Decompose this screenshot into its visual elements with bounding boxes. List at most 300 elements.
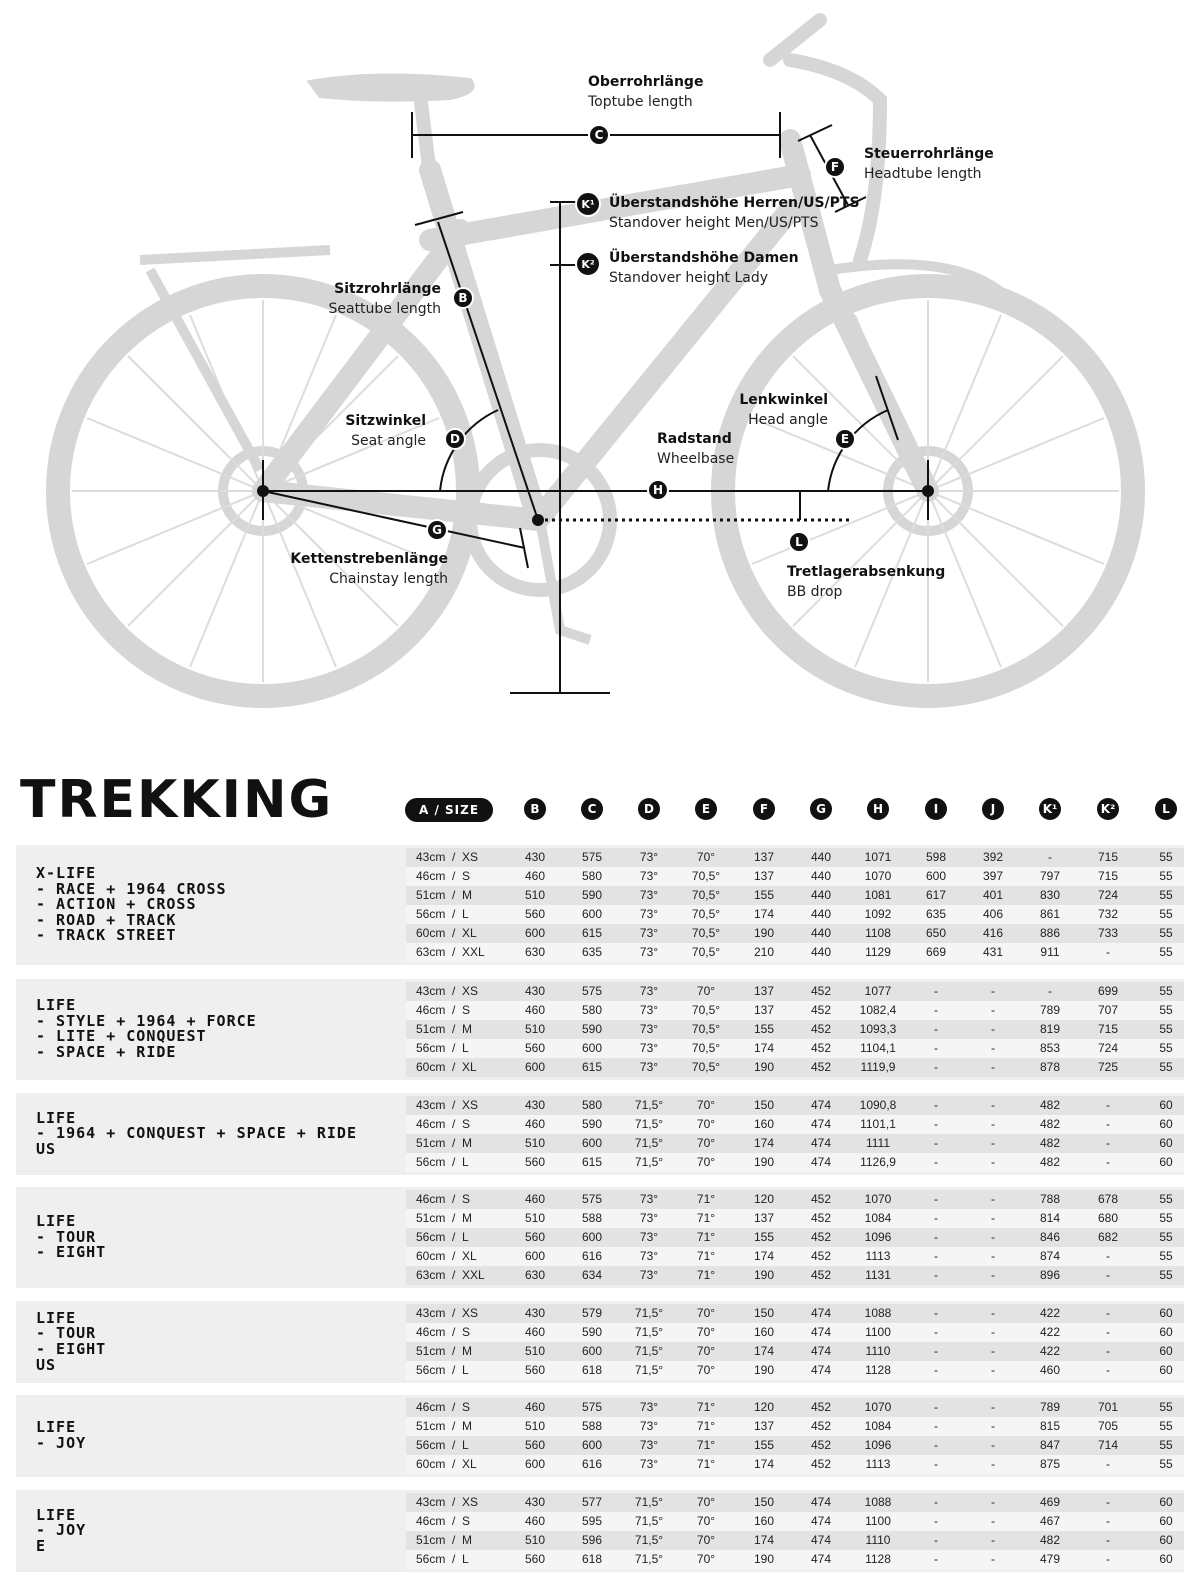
value-cell: - (991, 1438, 995, 1452)
badge-b: B (452, 287, 474, 309)
value-cell: 71° (696, 1419, 716, 1433)
label-standover-lady: Überstandshöhe Damen Standover height Lady (609, 250, 799, 286)
value-cell: 617 (925, 888, 947, 902)
value-cell: 155 (753, 1022, 775, 1036)
value-cell: 560 (524, 1363, 546, 1377)
value-cell: 160 (753, 1117, 775, 1131)
value-cell: 797 (1039, 869, 1061, 883)
value-cell: 789 (1039, 1400, 1061, 1414)
value-cell: 615 (581, 1060, 603, 1074)
size-cell: 46cm / S (416, 1400, 471, 1414)
value-cell: 155 (753, 1438, 775, 1452)
model-name-line: - JOY (36, 1433, 87, 1452)
value-cell: 155 (753, 888, 775, 902)
value-cell: 1070 (864, 1192, 892, 1206)
value-cell: 73° (639, 1268, 659, 1282)
value-cell: 830 (1039, 888, 1061, 902)
page-title: TREKKING (20, 770, 334, 830)
value-cell: 815 (1039, 1419, 1061, 1433)
value-cell: 580 (581, 1003, 603, 1017)
value-cell: 846 (1039, 1230, 1061, 1244)
value-cell: 1100 (865, 1514, 891, 1528)
value-cell: - (991, 1514, 995, 1528)
value-cell: 460 (524, 1514, 546, 1528)
table-row (406, 1209, 1184, 1228)
value-cell: 55 (1159, 945, 1173, 959)
value-cell: 70,5° (691, 869, 721, 883)
value-cell: 452 (810, 1022, 832, 1036)
value-cell: 71,5° (634, 1325, 664, 1339)
value-cell: 210 (753, 945, 775, 959)
value-cell: 120 (753, 1400, 775, 1414)
value-cell: 137 (753, 1211, 775, 1225)
model-name-line: - 1964 + CONQUEST + SPACE + RIDE (36, 1124, 357, 1143)
value-cell: - (991, 1363, 995, 1377)
value-cell: 1108 (865, 926, 891, 940)
value-cell: 452 (810, 1457, 832, 1471)
value-cell: 452 (810, 1211, 832, 1225)
value-cell: - (934, 1533, 938, 1547)
value-cell: 55 (1159, 869, 1173, 883)
value-cell: 430 (524, 1495, 546, 1509)
value-cell: 1104,1 (860, 1041, 896, 1055)
value-cell: 474 (810, 1363, 832, 1377)
value-cell: - (991, 1117, 995, 1131)
table-row (406, 1417, 1184, 1436)
value-cell: 452 (810, 1060, 832, 1074)
value-cell: 1128 (865, 1363, 891, 1377)
value-cell: 590 (581, 888, 603, 902)
value-cell: 431 (982, 945, 1004, 959)
value-cell: - (934, 1344, 938, 1358)
value-cell: 71,5° (634, 1495, 664, 1509)
value-cell: 73° (639, 1060, 659, 1074)
badge-k1: K¹ (575, 191, 601, 217)
value-cell: 560 (524, 1041, 546, 1055)
value-cell: 422 (1039, 1344, 1061, 1358)
value-cell: 190 (753, 1363, 775, 1377)
model-name-line: - STYLE + 1964 + FORCE (36, 1011, 257, 1030)
value-cell: 137 (753, 1419, 775, 1433)
label-seat-angle: Sitzwinkel Seat angle (345, 413, 426, 449)
value-cell: 397 (982, 869, 1004, 883)
size-cell: 46cm / S (416, 1117, 471, 1131)
value-cell: 510 (524, 1136, 546, 1150)
value-cell: 70,5° (691, 945, 721, 959)
value-cell: 452 (810, 1230, 832, 1244)
value-cell: - (934, 1514, 938, 1528)
value-cell: 190 (753, 926, 775, 940)
size-cell: 56cm / L (416, 1041, 469, 1055)
value-cell: 71,5° (634, 1363, 664, 1377)
column-header-5: G (810, 798, 832, 820)
value-cell: 460 (524, 1325, 546, 1339)
value-cell: 560 (524, 907, 546, 921)
value-cell: 650 (925, 926, 947, 940)
value-cell: 120 (753, 1192, 775, 1206)
value-cell: - (991, 1060, 995, 1074)
model-group (16, 1187, 1184, 1288)
value-cell: - (934, 1249, 938, 1263)
value-cell: 55 (1159, 1060, 1173, 1074)
value-cell: 137 (753, 984, 775, 998)
size-cell: 51cm / M (416, 1344, 473, 1358)
value-cell: 878 (1039, 1060, 1061, 1074)
value-cell: 60 (1159, 1155, 1173, 1169)
table-row (406, 1550, 1184, 1569)
value-cell: 70° (696, 1495, 716, 1509)
value-cell: - (1106, 1155, 1110, 1169)
model-group-name (36, 1505, 87, 1555)
model-group-name (36, 998, 257, 1060)
column-header-11: L (1155, 798, 1177, 820)
table-row (406, 867, 1184, 886)
value-cell: - (991, 1457, 995, 1471)
value-cell: 190 (753, 1060, 775, 1074)
model-name-line: - RACE + 1964 CROSS (36, 879, 227, 898)
value-cell: 1090,8 (859, 1098, 897, 1112)
value-cell: 715 (1097, 850, 1119, 864)
value-cell: 55 (1159, 926, 1173, 940)
value-cell: 1111 (865, 1136, 891, 1150)
value-cell: 460 (524, 1003, 546, 1017)
value-cell: 71,5° (634, 1552, 664, 1566)
value-cell: - (1106, 1136, 1110, 1150)
value-cell: 71,5° (634, 1155, 664, 1169)
model-group-name (36, 1214, 106, 1261)
value-cell: - (1106, 1306, 1110, 1320)
table-row (406, 1398, 1184, 1417)
value-cell: - (1106, 1552, 1110, 1566)
value-cell: 392 (982, 850, 1004, 864)
value-cell: 440 (810, 888, 832, 902)
value-cell: 560 (524, 1438, 546, 1452)
model-name-line: LIFE (36, 1212, 77, 1231)
value-cell: - (1106, 1325, 1110, 1339)
size-cell: 56cm / L (416, 1230, 469, 1244)
value-cell: 596 (581, 1533, 603, 1547)
size-cell: 56cm / L (416, 1438, 469, 1452)
value-cell: 70° (696, 1363, 716, 1377)
size-column-header: A / SIZE (405, 798, 493, 822)
column-header-2: D (638, 798, 660, 820)
value-cell: 1070 (864, 869, 892, 883)
value-cell: 70° (696, 1533, 716, 1547)
size-cell: 51cm / M (416, 1136, 473, 1150)
size-cell: 56cm / L (416, 907, 469, 921)
value-cell: 714 (1097, 1438, 1119, 1452)
value-cell: 874 (1039, 1249, 1061, 1263)
model-group-name (36, 1308, 107, 1374)
value-cell: - (1106, 1098, 1110, 1112)
value-cell: 911 (1040, 945, 1060, 959)
model-name-line: LIFE (36, 1108, 77, 1127)
value-cell: 1110 (865, 1533, 891, 1547)
value-cell: 615 (581, 926, 603, 940)
size-cell: 43cm / XS (416, 984, 479, 998)
value-cell: - (991, 1552, 995, 1566)
value-cell: 460 (524, 869, 546, 883)
model-group-name (36, 866, 227, 944)
value-cell: 715 (1097, 1022, 1119, 1036)
column-header-9: K¹ (1039, 798, 1061, 820)
value-cell: 422 (1039, 1325, 1061, 1339)
value-cell: 71,5° (634, 1098, 664, 1112)
value-cell: 847 (1039, 1438, 1061, 1452)
value-cell: 482 (1039, 1098, 1061, 1112)
value-cell: 55 (1159, 1230, 1173, 1244)
value-cell: - (934, 1022, 938, 1036)
model-name-line: - ROAD + TRACK (36, 910, 177, 929)
size-cell: 56cm / L (416, 1552, 469, 1566)
value-cell: 575 (581, 1192, 603, 1206)
value-cell: 600 (581, 1136, 603, 1150)
value-cell: 55 (1159, 1419, 1173, 1433)
label-wheelbase: Radstand Wheelbase (657, 431, 735, 467)
table-row (406, 943, 1184, 962)
value-cell: 190 (753, 1552, 775, 1566)
value-cell: 577 (581, 1495, 603, 1509)
value-cell: 474 (810, 1514, 832, 1528)
value-cell: - (934, 1457, 938, 1471)
size-cell: 43cm / XS (416, 1306, 479, 1320)
value-cell: - (991, 1022, 995, 1036)
size-cell: 60cm / XL (416, 1457, 477, 1471)
table-row (406, 1001, 1184, 1020)
value-cell: 732 (1097, 907, 1119, 921)
value-cell: 600 (581, 1041, 603, 1055)
value-cell: - (934, 1098, 938, 1112)
model-name-line: - ACTION + CROSS (36, 895, 197, 914)
value-cell: 474 (810, 1155, 832, 1169)
model-name-line: US (36, 1355, 57, 1374)
value-cell: 452 (810, 1268, 832, 1282)
value-cell: 60 (1159, 1306, 1173, 1320)
value-cell: - (991, 1098, 995, 1112)
value-cell: 70,5° (691, 907, 721, 921)
value-cell: - (934, 1400, 938, 1414)
value-cell: 482 (1039, 1117, 1061, 1131)
value-cell: 600 (524, 1249, 546, 1263)
value-cell: 55 (1159, 1192, 1173, 1206)
model-name-line: LIFE (36, 1505, 77, 1524)
value-cell: - (991, 984, 995, 998)
value-cell: 430 (524, 850, 546, 864)
value-cell: 70° (696, 1306, 716, 1320)
value-cell: 73° (639, 888, 659, 902)
value-cell: 430 (524, 984, 546, 998)
column-header-3: E (695, 798, 717, 820)
value-cell: 440 (810, 945, 832, 959)
value-cell: 788 (1039, 1192, 1061, 1206)
value-cell: 725 (1097, 1060, 1119, 1074)
value-cell: 55 (1159, 907, 1173, 921)
value-cell: 600 (925, 869, 947, 883)
value-cell: - (934, 1155, 938, 1169)
value-cell: 70,5° (691, 1041, 721, 1055)
value-cell: 1093,3 (859, 1022, 897, 1036)
table-header (0, 798, 1200, 824)
value-cell: 630 (524, 1268, 546, 1282)
column-header-0: B (524, 798, 546, 820)
column-header-4: F (753, 798, 775, 820)
label-bb-drop: Tretlagerabsenkung BB drop (787, 564, 946, 600)
value-cell: 1092 (864, 907, 892, 921)
value-cell: 71° (696, 1192, 716, 1206)
value-cell: 70° (696, 1344, 716, 1358)
size-cell: 60cm / XL (416, 1249, 477, 1263)
table-row (406, 1455, 1184, 1474)
value-cell: 580 (581, 869, 603, 883)
size-cell: 63cm / XXL (416, 945, 485, 959)
model-name-line: US (36, 1139, 57, 1158)
value-cell: - (991, 1136, 995, 1150)
value-cell: 819 (1039, 1022, 1061, 1036)
value-cell: 1100 (865, 1325, 891, 1339)
value-cell: - (1106, 1533, 1110, 1547)
value-cell: 430 (524, 1098, 546, 1112)
value-cell: 598 (925, 850, 947, 864)
value-cell: 1128 (865, 1552, 891, 1566)
value-cell: - (934, 1419, 938, 1433)
model-name-line: E (36, 1536, 47, 1555)
value-cell: - (991, 1249, 995, 1263)
label-seattube: Sitzrohrlänge Seattube length (328, 281, 441, 317)
table-row (406, 886, 1184, 905)
table-row (406, 1190, 1184, 1209)
value-cell: 70,5° (691, 926, 721, 940)
value-cell: 71,5° (634, 1306, 664, 1320)
value-cell: 452 (810, 1419, 832, 1433)
value-cell: 401 (982, 888, 1004, 902)
value-cell: 73° (639, 1419, 659, 1433)
size-cell: 60cm / XL (416, 926, 477, 940)
value-cell: 60 (1159, 1136, 1173, 1150)
value-cell: - (934, 1192, 938, 1206)
value-cell: - (991, 1344, 995, 1358)
value-cell: 60 (1159, 1344, 1173, 1358)
value-cell: 1070 (864, 1400, 892, 1414)
value-cell: 73° (639, 869, 659, 883)
value-cell: 71° (696, 1457, 716, 1471)
value-cell: - (934, 1117, 938, 1131)
model-name-line: - SPACE + RIDE (36, 1043, 177, 1062)
model-name-line: X-LIFE (36, 864, 97, 882)
value-cell: 634 (581, 1268, 603, 1282)
value-cell: 590 (581, 1117, 603, 1131)
table-row (406, 924, 1184, 943)
value-cell: 699 (1097, 984, 1119, 998)
value-cell: 73° (639, 1041, 659, 1055)
value-cell: 70° (696, 1155, 716, 1169)
value-cell: - (934, 1438, 938, 1452)
value-cell: 430 (524, 1306, 546, 1320)
value-cell: 861 (1039, 907, 1061, 921)
table-row (406, 1115, 1184, 1134)
value-cell: 71° (696, 1230, 716, 1244)
label-standover-men: Überstandshöhe Herren/US/PTS Standover height Men/US/PTS (609, 195, 860, 231)
value-cell: 1096 (864, 1230, 892, 1244)
table-row (406, 982, 1184, 1001)
value-cell: 853 (1039, 1041, 1061, 1055)
value-cell: 510 (524, 1533, 546, 1547)
value-cell: 474 (810, 1552, 832, 1566)
model-name-line: LIFE (36, 996, 77, 1015)
size-cell: 51cm / M (416, 1211, 473, 1225)
value-cell: 70,5° (691, 888, 721, 902)
value-cell: 174 (753, 1041, 775, 1055)
value-cell: 60 (1159, 1117, 1173, 1131)
value-cell: 482 (1039, 1136, 1061, 1150)
size-cell: 46cm / S (416, 1003, 471, 1017)
value-cell: 1084 (864, 1419, 892, 1433)
value-cell: - (934, 984, 938, 998)
value-cell: 440 (810, 926, 832, 940)
value-cell: 789 (1039, 1003, 1061, 1017)
value-cell: 474 (810, 1136, 832, 1150)
value-cell: - (991, 1211, 995, 1225)
value-cell: 71,5° (634, 1136, 664, 1150)
value-cell: 615 (581, 1155, 603, 1169)
size-cell: 51cm / M (416, 1419, 473, 1433)
value-cell: 174 (753, 1457, 775, 1471)
label-chainstay: Kettenstrebenlänge Chainstay length (290, 551, 448, 587)
value-cell: 71,5° (634, 1344, 664, 1358)
value-cell: 60 (1159, 1325, 1173, 1339)
model-name-line: - TOUR (36, 1227, 97, 1246)
value-cell: - (1106, 1249, 1110, 1263)
value-cell: 588 (581, 1211, 603, 1225)
value-cell: 70° (696, 1514, 716, 1528)
value-cell: 150 (753, 1098, 775, 1112)
value-cell: 482 (1039, 1155, 1061, 1169)
value-cell: 814 (1039, 1211, 1061, 1225)
value-cell: 73° (639, 1211, 659, 1225)
value-cell: 71,5° (634, 1533, 664, 1547)
value-cell: 71,5° (634, 1514, 664, 1528)
model-name-line: - EIGHT (36, 1339, 107, 1358)
table-row (406, 1436, 1184, 1455)
value-cell: - (934, 1230, 938, 1244)
model-name-line: - TRACK STREET (36, 926, 177, 945)
value-cell: 55 (1159, 1438, 1173, 1452)
value-cell: - (934, 1268, 938, 1282)
value-cell: 73° (639, 945, 659, 959)
value-cell: 70° (696, 1552, 716, 1566)
value-cell: 510 (524, 1344, 546, 1358)
value-cell: 60 (1159, 1514, 1173, 1528)
value-cell: 70° (696, 1136, 716, 1150)
table-row (406, 1228, 1184, 1247)
value-cell: 452 (810, 1041, 832, 1055)
value-cell: 73° (639, 1438, 659, 1452)
value-cell: 460 (1039, 1363, 1061, 1377)
value-cell: 474 (810, 1117, 832, 1131)
value-cell: 469 (1039, 1495, 1061, 1509)
value-cell: - (991, 1495, 995, 1509)
table-row (406, 1247, 1184, 1266)
badge-e: E (834, 428, 856, 450)
value-cell: 733 (1097, 926, 1119, 940)
value-cell: 71° (696, 1268, 716, 1282)
value-cell: 669 (925, 945, 947, 959)
value-cell: 406 (982, 907, 1004, 921)
value-cell: 460 (524, 1117, 546, 1131)
value-cell: - (1048, 850, 1052, 864)
value-cell: 422 (1039, 1306, 1061, 1320)
column-header-8: J (982, 798, 1004, 820)
value-cell: - (991, 1533, 995, 1547)
